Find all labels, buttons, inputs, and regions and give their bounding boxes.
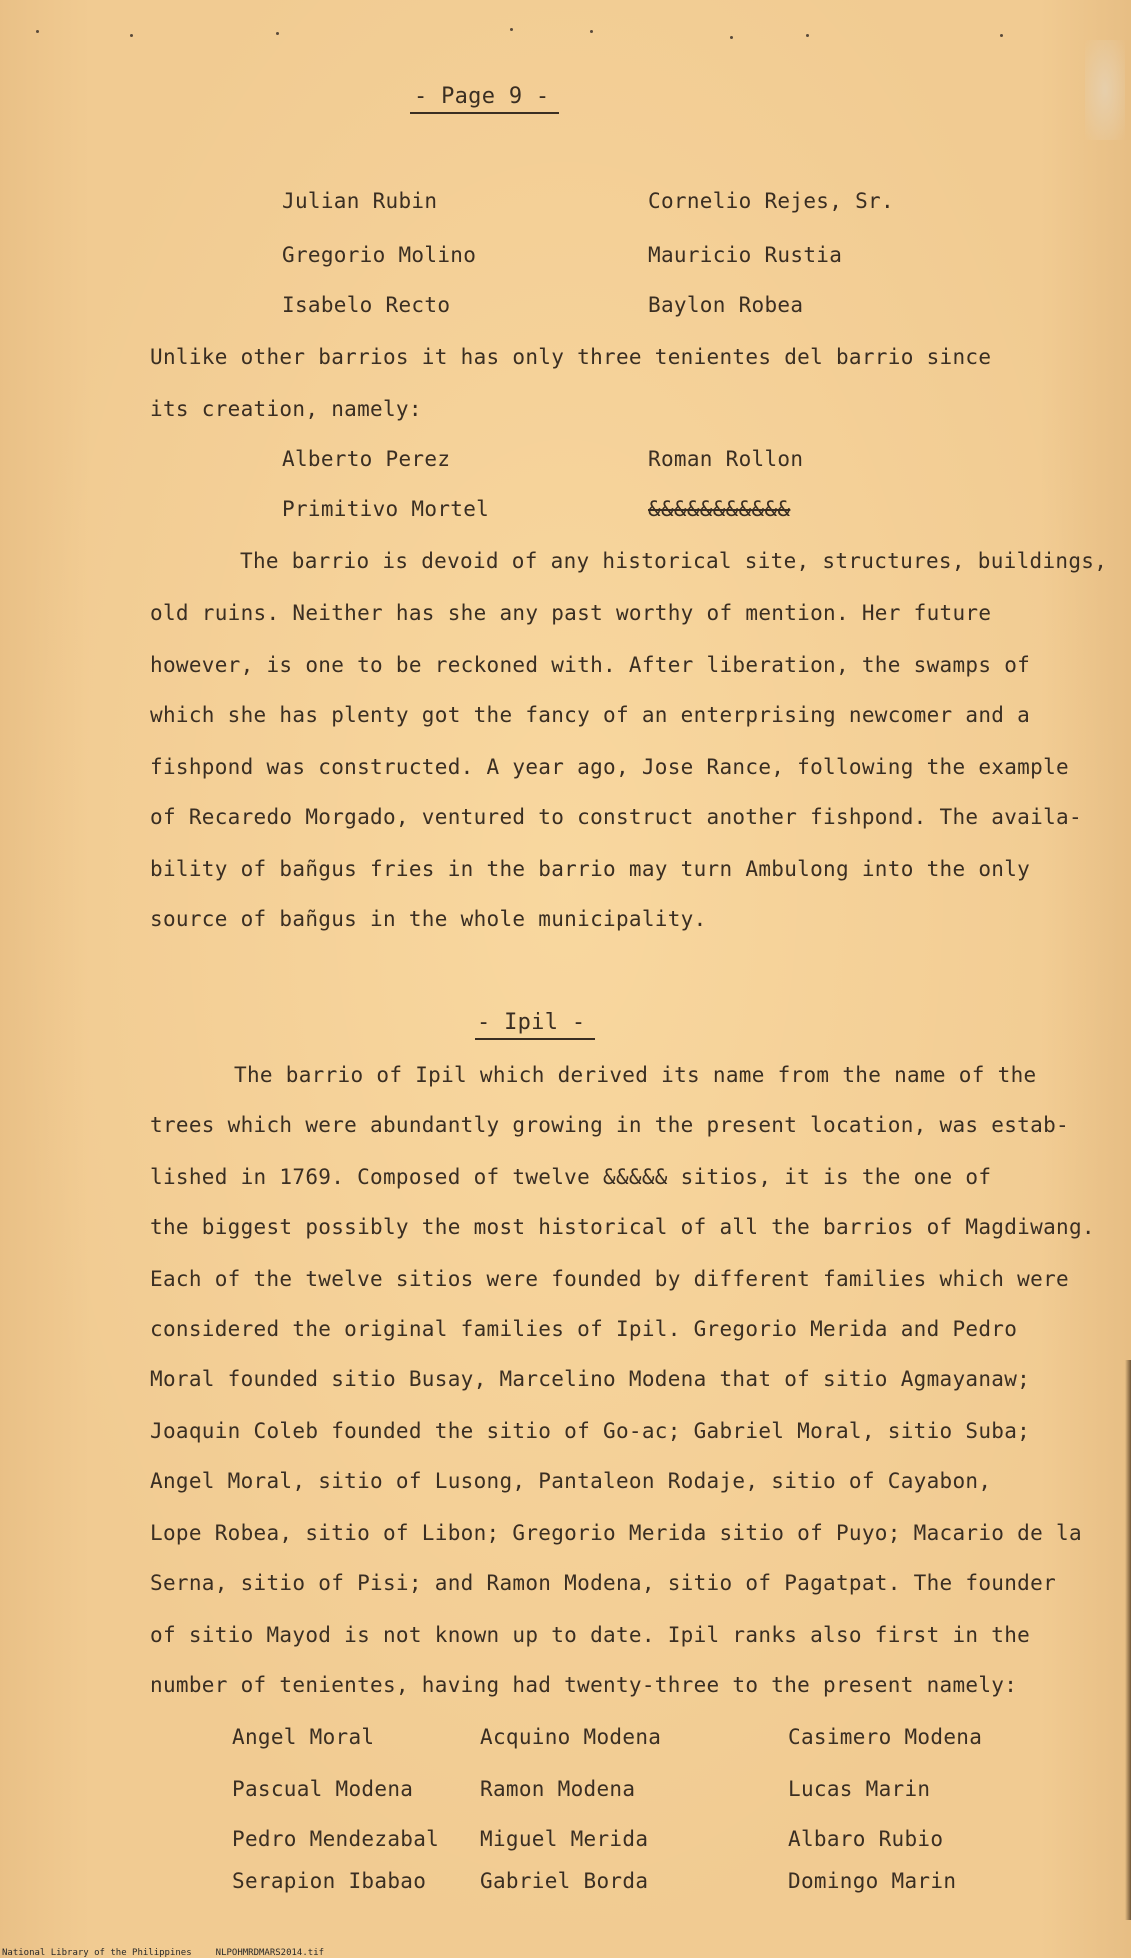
ipil-teniente-name: Domingo Marin <box>788 1869 957 1893</box>
text-line: Unlike other barrios it has only three tenientes del barrio since <box>150 345 992 369</box>
ipil-teniente-name: Lucas Marin <box>788 1777 931 1801</box>
ipil-teniente-name: Pedro Mendezabal <box>232 1827 440 1851</box>
paragraph-line: of sitio Mayod is not known up to date. Ipil ranks also first in the <box>150 1623 1031 1647</box>
paragraph-line: Moral founded sitio Busay, Marcelino Modena that of sitio Agmayanaw; <box>150 1367 1031 1391</box>
speck <box>730 36 733 39</box>
ipil-teniente-name: Albaro Rubio <box>788 1827 944 1851</box>
paragraph-line: bility of bañgus fries in the barrio may turn Ambulong into the only <box>150 857 1031 881</box>
paragraph-line: Serna, sitio of Pisi; and Ramon Modena, sitio of Pagatpat. The founder <box>150 1571 1057 1595</box>
speck <box>806 34 809 37</box>
paragraph-line: the biggest possibly the most historical of all the barrios of Magdiwang. <box>150 1215 1095 1239</box>
signatory-name: Cornelio Rejes, Sr. <box>648 189 894 213</box>
speck <box>590 30 593 33</box>
page-title: - Page 9 - <box>410 84 559 114</box>
ipil-teniente-name: Miguel Merida <box>480 1827 649 1851</box>
ipil-teniente-name: Angel Moral <box>232 1725 375 1749</box>
signatory-name: Gregorio Molino <box>282 243 477 267</box>
signatory-name: Baylon Robea <box>648 293 804 317</box>
speck <box>276 32 279 35</box>
page-edge-shadow <box>1125 1360 1131 1920</box>
teniente-name: Primitivo Mortel <box>282 497 490 521</box>
speck <box>510 28 513 31</box>
text-line: its creation, namely: <box>150 397 422 421</box>
speck <box>36 30 39 33</box>
speck <box>130 34 133 37</box>
paragraph-line: old ruins. Neither has she any past worthy of mention. Her future <box>150 601 992 625</box>
ipil-teniente-name: Ramon Modena <box>480 1777 636 1801</box>
footer-filename: NLPOHMRDMARS2014.tif <box>215 1948 325 1958</box>
paragraph-line: which she has plenty got the fancy of an enterprising newcomer and a <box>150 703 1031 727</box>
ipil-teniente-name: Casimero Modena <box>788 1725 983 1749</box>
paragraph-line: source of bañgus in the whole municipality. <box>150 907 707 931</box>
teniente-name: Roman Rollon <box>648 447 804 471</box>
paragraph-line: Angel Moral, sitio of Lusong, Pantaleon Rodaje, sitio of Cayabon, <box>150 1469 992 1493</box>
section-heading: - Ipil - <box>475 1010 595 1040</box>
paragraph-line: Joaquin Coleb founded the sitio of Go-ac; Gabriel Moral, sitio Suba; <box>150 1419 1031 1443</box>
paragraph-line: however, is one to be reckoned with. After liberation, the swamps of <box>150 653 1031 677</box>
ipil-teniente-name: Pascual Modena <box>232 1777 414 1801</box>
signatory-name: Julian Rubin <box>282 189 438 213</box>
paragraph-line: number of tenientes, having had twenty-three to the present namely: <box>150 1673 1018 1697</box>
signatory-name: Isabelo Recto <box>282 293 451 317</box>
speck <box>1000 34 1003 37</box>
signatory-name: Mauricio Rustia <box>648 243 843 267</box>
ipil-teniente-name: Serapion Ibabao <box>232 1869 427 1893</box>
teniente-name: Alberto Perez <box>282 447 451 471</box>
paragraph-line: considered the original families of Ipil. Gregorio Merida and Pedro <box>150 1317 1018 1341</box>
struck-out-name: &&&&&&&&&&& <box>648 497 791 521</box>
paragraph-line: Each of the twelve sitios were founded by different families which were <box>150 1267 1069 1291</box>
paragraph-line: Lope Robea, sitio of Libon; Gregorio Merida sitio of Puyo; Macario de la <box>150 1521 1082 1545</box>
footer-source: National Library of the Philippines <box>2 1948 192 1958</box>
paragraph-line: The barrio of Ipil which derived its name from the name of the <box>234 1063 1037 1087</box>
ipil-teniente-name: Acquino Modena <box>480 1725 662 1749</box>
paragraph-line: trees which were abundantly growing in the present location, was estab- <box>150 1113 1069 1137</box>
paragraph-line: The barrio is devoid of any historical site, structures, buildings, <box>240 549 1108 573</box>
paragraph-line: of Recaredo Morgado, ventured to construct another fishpond. The availa- <box>150 805 1082 829</box>
ipil-teniente-name: Gabriel Borda <box>480 1869 649 1893</box>
scan-footer <box>2 1948 324 1958</box>
paper-stain <box>1085 40 1125 140</box>
paragraph-line: fishpond was constructed. A year ago, Jose Rance, following the example <box>150 755 1069 779</box>
paragraph-line: lished in 1769. Composed of twelve &&&&& sitios, it is the one of <box>150 1165 992 1189</box>
